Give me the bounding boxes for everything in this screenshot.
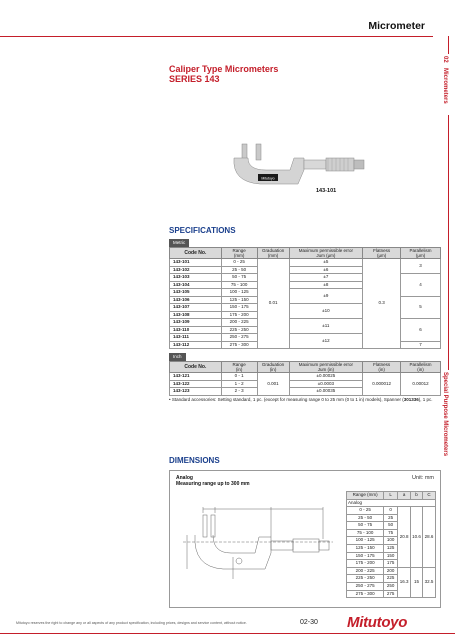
table-row: 143-104 75 - 100 ±8 — [170, 281, 441, 289]
metric-graduation-cell: 0.01 — [257, 259, 289, 349]
dimensions-unit: Unit: mm — [412, 475, 434, 481]
table-row: 143-122 1 - 2 ±0.0003 — [170, 380, 441, 388]
dimensions-heading: DIMENSIONS — [169, 456, 220, 465]
dimensions-box — [169, 470, 441, 608]
inch-tab: Inch — [169, 353, 186, 361]
table-header-row: Range (mm) L a b C — [347, 492, 436, 500]
table-row: 225 - 250 225 — [347, 575, 436, 583]
table-row: 143-111 250 - 275 ±12 — [170, 334, 441, 342]
table-section-row: Analog — [347, 499, 436, 507]
metric-flatness-cell: 0.3 — [363, 259, 401, 349]
table-row: 143-121 0 - 1 0.001 ±0.00025 0.000012 0.00012 — [170, 373, 441, 381]
table-row: 143-101 0 - 25 0.01 ±5 0.3 3 — [170, 259, 441, 267]
caliper-micrometer-image — [220, 140, 370, 190]
col-mpe: Maximum permissible error Jum (μm) — [289, 248, 363, 259]
col-graduation: Graduation (mm) — [257, 248, 289, 259]
table-row: 250 - 275 250 — [347, 583, 436, 591]
table-row: 100 - 125 100 — [347, 537, 436, 545]
table-row: 143-123 2 - 3 ±0.00035 — [170, 388, 441, 396]
col-parallelism: Parallelism (μm) — [401, 248, 441, 259]
side-section-label: Special Purpose Micrometers — [442, 372, 448, 457]
inch-spec-table — [169, 361, 441, 396]
table-row: 143-107 150 - 175 ±10 — [170, 304, 441, 312]
side-tab-line-lower — [448, 115, 449, 370]
table-row: 175 - 200 175 — [347, 560, 436, 568]
product-image-caption: 143-101 — [316, 188, 337, 194]
table-row: 125 - 150 125 — [347, 545, 436, 553]
table-row: 143-105 100 - 125 ±9 — [170, 289, 441, 297]
table-row: 143-108 175 - 200 — [170, 311, 441, 319]
dimension-drawing — [173, 497, 338, 582]
page-header-title: Micrometer — [368, 20, 425, 32]
mitutoyo-logo: Mitutoyo — [347, 614, 408, 631]
footer-disclaimer: Mitutoyo reserves the right to change any or all aspects of any product specification, including prices, designs and service content, without notice. — [16, 621, 247, 625]
svg-text:Mitutoyo: Mitutoyo — [261, 176, 275, 181]
accessories-note: • Standard accessories: Setting standard, 1 pc. (except for measuring range 0 to 25 mm (0 to 1 in) models), Spanner (301336), 1 pc. — [169, 397, 433, 402]
metric-tab: Metric — [169, 239, 189, 247]
page-number: 02-30 — [300, 619, 318, 626]
dimension-table — [346, 491, 436, 598]
table-row: 143-103 50 - 75 ±7 4 — [170, 274, 441, 282]
table-row: 143-109 200 - 225 ±11 6 — [170, 319, 441, 327]
table-row: 150 - 175 150 — [347, 552, 436, 560]
table-row: 25 - 50 25 — [347, 514, 436, 522]
table-row: 143-102 25 - 50 ±6 — [170, 266, 441, 274]
product-title-line1: Caliper Type Micrometers — [169, 64, 279, 74]
col-code: Code No. — [170, 248, 222, 259]
metric-spec-table — [169, 247, 441, 349]
product-title — [169, 64, 278, 84]
side-tab-line — [448, 36, 449, 54]
table-row: 143-106 125 - 150 5 — [170, 296, 441, 304]
dimensions-subtitle-analog: Analog — [176, 475, 193, 481]
table-row: 275 - 300 275 — [347, 590, 436, 598]
col-flatness: Flatness (μm) — [363, 248, 401, 259]
table-header-row: Code No. Range (in) Graduation (in) Maximum permissible error Jum (in) Flatness (in) Parallelism (in) — [170, 362, 441, 373]
table-row: 143-112 275 - 300 7 — [170, 341, 441, 349]
table-header-row — [170, 248, 441, 259]
dimensions-subtitle-range: Measuring range up to 300 mm — [176, 481, 250, 487]
specifications-heading: SPECIFICATIONS — [169, 226, 236, 235]
side-tab-section: Micrometers — [442, 68, 448, 104]
table-row: 50 - 75 50 — [347, 522, 436, 530]
side-tab-number: 02 — [442, 56, 448, 63]
footer-rule — [0, 633, 455, 634]
product-title-line2: SERIES 143 — [169, 74, 220, 84]
table-row: 75 - 100 75 — [347, 529, 436, 537]
table-row: 0 - 25 0 20.8 10.6 28.6 — [347, 507, 436, 515]
col-range: Range (mm) — [221, 248, 257, 259]
table-row: 143-110 225 - 250 — [170, 326, 441, 334]
header-rule — [0, 36, 433, 37]
table-row: 200 - 225 200 16.3 15 32.5 — [347, 567, 436, 575]
